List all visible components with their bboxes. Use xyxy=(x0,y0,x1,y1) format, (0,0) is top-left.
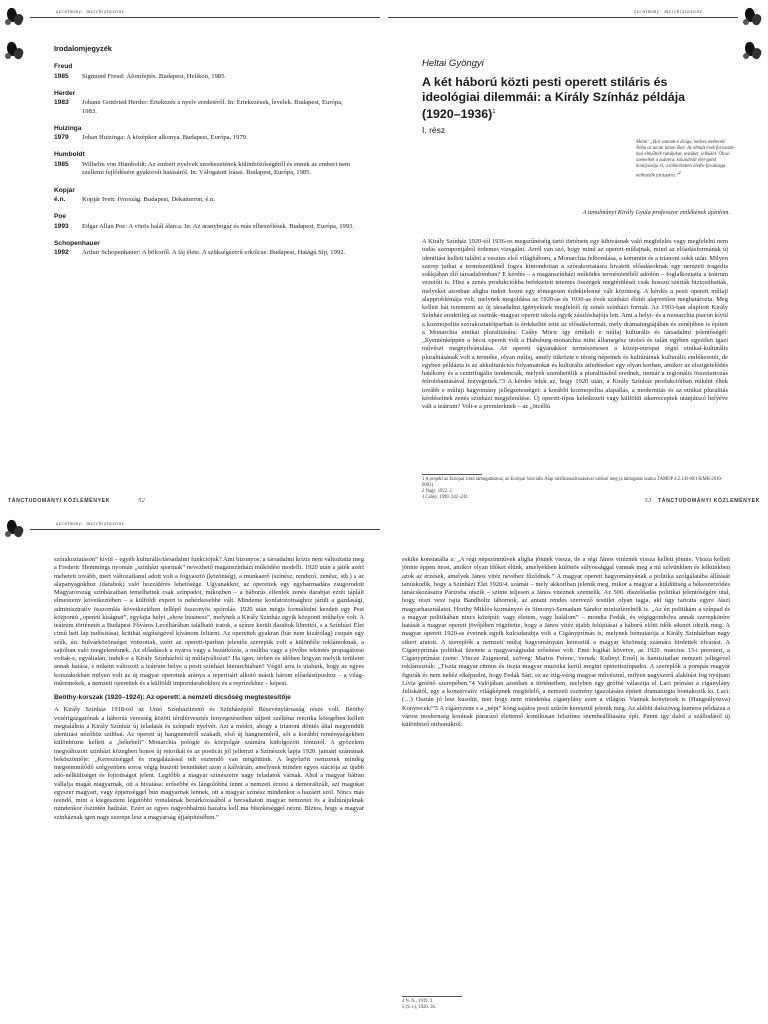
body-paragraph: szórakoztatáson” kívül – egyéb kulturális/társadalmi funkciójuk? Ami bizonyos: a társadalmi krízis nem változtatta meg a Frederic Hemmings nyomán „színházi sparinak” nevezhető magánszínházi működési modellt. 1920 után a játék azért mehetett tovább, mert változatlanul adott volt a fogyasztó (közönség), a munkaerő (színész, rendező, zenész, stb.) s az alapanyagokhoz (darabok) való hozzáférés lehetősége. Ugyanakkor, az operettek egy egyharmadára zsugorodott Magyarország színházaiban temelhettek csak színpadot, mikozben – a háborús elfenlék zenés darabjai ezrét táplált elmeszenv következtében – a külföldi export is nehézkesebbé vált. Mindeme konfatozottsághoz járult a gazdasági, adminisztratív összomlás következtében fellépő összonyös spórolás. 1920 után mégis formálódni kezdett egy Pest központú „operett kiságnat”, egyfajta helyi „show business”, melynek a Király Színház egyik központi műhelye volt. A teátrum történetét a Budapest Főváros Levéltárában található iratok, a színre került darabok librettói, s a Színházi Élet című heti lap tudósításai, kritikái segítségével kívánom feltárni. Az operettek gyakran (bár nem kizárólag) csupán egy szűk, ún. bulvárközönséget vonzottak, ezért az operett-iparban jelentős szerepük volt a különféle reklámoknak, a sajtóban való megjelenésnek. Az előadások a nyárra vagy a bezárkózás, a múltba vagy a jövőbe tekintés propagátorai voltak-e, egyáltalán, indult-e a Király Színházból új műfajváltozat? Ha igen, térben és időben hogyan melyik területet annak hatása, s miként változott a teátrum helye a pesti színházi hierarchiában? Végül arra is utalunk, hogy az egyes korszakokban milyen volt az új magyar operettek aránya a repertoárt alkotó másik három előadástípushoz – a világ- műremekek, a nemzeti operettek és a külföldi importdarabokhoz és a reprízekhez – képest. xyxy=(54,556,364,687)
bib-year: 1983 xyxy=(54,99,69,107)
bib-entry xyxy=(54,213,364,231)
page-54 xyxy=(0,512,384,1024)
journal-logo-icon xyxy=(4,518,26,540)
bib-reference: Arthur Schopenhauer: A bölcsről. A fáj élete. A szükségszerű erkölcse. Budapest, Hatágú Síp, 1992. xyxy=(82,249,346,257)
bib-year: 1985 xyxy=(54,160,69,168)
running-head: szcnlmmy: mzicbiztazonz xyxy=(56,10,125,15)
title-footnote-mark: 1 xyxy=(492,109,496,116)
footnote: 2 Nagy, 1922. 2. xyxy=(422,489,453,494)
article-title: A két háború közti pesti operett stiláris és ideológiai dilemmái: a Király Színház példája (1920–1936)$^1$ xyxy=(422,75,686,122)
bib-entry xyxy=(54,151,364,178)
article-motto: Mottó: „Hol vannak-e drága, kedves emberek! Néha az utcán látom őket. Az élmúlt évek forrasztó-mai elnyűtték ruhájukat, testüket, lelküket. Olcsó szemeiket a zsánera, kalandvált élet-gond homlyosítja el, a tönkrétetten életbe faradásga nehezedik járásukra.”$^2$ xyxy=(636,140,735,180)
bib-author: Schopenhauer xyxy=(54,239,100,247)
bib-author: Humboldt xyxy=(54,151,85,159)
bib-author: Kopjár xyxy=(54,186,75,194)
motto-footnote-mark: 2 xyxy=(678,170,681,176)
page-number: 53 xyxy=(644,498,652,504)
bib-year: 1993 xyxy=(54,222,69,230)
footnote-rule xyxy=(402,996,462,997)
article-author: Heltai Gyöngyi xyxy=(422,58,484,69)
running-head: szcnlmmy: mzicbiztazonz xyxy=(634,10,703,15)
journal-name: TÁNCTUDOMÁNYI KÖZLEMÉNYEK xyxy=(657,498,760,504)
footnote-rule xyxy=(422,474,482,475)
page-header xyxy=(0,518,384,540)
article-body xyxy=(402,556,730,960)
page-footer xyxy=(8,498,145,504)
bib-author: Poe xyxy=(54,213,67,221)
bib-reference: Johann Gottfried Herder: Értekezés a nyelv eredetéről. In: Értekezések, levelek. Budapest, Európa, 1983. xyxy=(82,99,343,115)
bibliography-title: Irodalomjegyzék xyxy=(54,44,112,53)
bibliography xyxy=(54,44,364,266)
side-ornament-icon xyxy=(742,40,764,62)
bib-reference: Wilhelm von Humboldt: Az emberi nyelvek szerkezetének különbözőségéről és ennek az emberi nem szellemi fejlődésére gyakorolt hatásáról. In: Válogatott írásai. Budapest, Európa, 1985. xyxy=(82,160,351,177)
bib-reference: Sigmund Freud: Álomfejtés. Budapest, Helikon, 1985. xyxy=(82,72,227,80)
bib-entry xyxy=(54,90,364,117)
footnotes xyxy=(402,999,722,1011)
bib-year: é.n. xyxy=(54,196,66,204)
footnote: 5 (S. r.), 1920. 36. xyxy=(402,1005,436,1010)
side-ornament-icon xyxy=(4,40,26,62)
bib-year: 1992 xyxy=(54,249,69,257)
body-paragraph: eskike konstatálta a: „A régi népszínművek aligha jönnek vissza, de a régi János vitéznek vissza kellett jönnie. Vissza kellett jönnie éppen most, amikor olyan időket élünk, amelyekben különös súlyossággal vannak meg a mi szívünkben és lelkünkben azok az érzések, amelyek János vitéz nevéhez fűződnek.” A magyar operett hagyományának a politika szolgálatába állítását tanúskodik, hogy a Színházi Élet 1920/4. számát – mely akkoriban jelenik meg, mikor a magyar a küldöttség a békeszerződés tanácskozásaira Párizsba utazik – szinte teljesen a János vitéznek szentelik. Az 500. díszelőadás politikai jelentőségére utal, hogy részt vesz rajta Bandholtz tábornok, az antant rendes szervező testület olyan tagja, aki úgy tartotta egyre Jászi magyarhasználatot, Horthy Miklós kormányzó és Simonyi-Semadam Sándor miniszterelnök is. „Az én politikám a színpad és a magyar politikában nincs középút: vagy életem, vagy halálom” – mondta Fedák, és végiggondolva annak szerepkörére hatását a magyar operett jövőjében rögzítette, hogy a János vitéz újabb felújításai a háború előtti idők sikerét idézik meg. A magyar operett 1920-as éveinek egyik kulcsdarabja volt a Cigányprímás is, melynek bemutatója a Király Színházban nagy sikert aratott. A szereplők a nemzeti műfaj hagyományain keresztül a magyar közönség számára hirdettek elvárást. A Cigányprímás politikai üzenete a magyarságtudat erősítése volt. Eme logikát követve, az 1920. március 13-i premiert, a Cigányprímást (zene: Vincze Zsigmond, szöveg: Martos Ferenc, versek: Kulinyi Ernő) is hamisítatlan nemzeti jellegével reklámozták: „Tiszta magyar ritmus és tiszta magyar muzsika kerül megint operettszínpadra. A szereplők a pompás magyar figurák és nem nehéz elképzelni, hogy Fedák Sári, ez az ízig-vérig magyar művésznő, milyen nagyszerű alakítást fog nyújtani Lívia grófnő szerepében.”4 Valójában azonban a történetben, melyben egy grófné választja el Laci prímást a cigánylány Juliskától, egy a konzervatív világképnek megfelelő, a nemzeti eszmény igazolására épített dramaturgia bontakozik ki. Laci: (…) Osztán jó lesz kusolni, mer hogy nem mindenka cigánylány ezen a világon. Vannak konytecek is (Hangsúlyozva) Konytecek!”5 A cigányzene s a „népi” kóng sajátos pesti szűrőn keresztül jelenik meg. Az alábbi dalszöveg humora példázza a városi modernség korának párarázó élettemő komikusan felszínes szembeállítására épít. Panni így dalol a szállodától új különböző otthonukról: xyxy=(402,556,730,728)
bib-author: Herder xyxy=(54,89,76,97)
bib-year: 1979 xyxy=(54,134,69,142)
bib-entry xyxy=(54,240,364,258)
footnote: 4 N. N., 1919. 3. xyxy=(402,999,434,1004)
journal-name: TÁNCTUDOMÁNYI KÖZLEMÉNYEK xyxy=(8,498,111,504)
bib-entry xyxy=(54,125,364,143)
page-55 xyxy=(384,512,768,1024)
article-subtitle: I. rész xyxy=(422,125,446,135)
footnote: 3 Csáky, 1999. 242–243. xyxy=(422,495,469,500)
page-52 xyxy=(0,0,384,512)
bib-entry xyxy=(54,63,364,81)
body-paragraph: A Király Színház 1918-tól az Unió Színháziizemi és Színházépítő Részvénytársaság része volt. Beöthy vezérigazgatónak a háborús veresség között térülérvesztés fenyegetéseiben sújtott szélténa retorika kötegében kellett megtalálnia a Király Színház új feladatát és színpadi nyelvét. Azt a módot, ahogy a trianoni döntés által megrendült identitást nézőhöz sziltbat. Az operett új hangneméről szakadt, első új hangneméről, sőt a korábbi reménységekben különbözne kellett a „békebeli” Monarchia pológie és közpolgár számára kidolgozott tónustól. A győzelem megváltozott színházi közegben honos új retorikát és az poeticát jól jellemzi a Színészek lapja 1920. januári számának beköszöntője: „Keresztséggel és megalázással telt esztendő van mögöttünk. A legyőzött nemzetek mindég megsemmítődő szégyenben soroa végig huszott bennünket azon a kálvárián, amelynek minden egyes stációja az újabb adó-nélküliséget és fojtottságot jelent. Legfőbb a magyar színészetre nagy feladatok várnak. Ahol a magyar bátran vállalja magát magyarnak, ott a hivatása: erősebbé és lángolóbbá tenni a nemzeti érzést a demoralizált, azt magukat egyszer magyart, vagy éppenséggel bún magyarnak lennek, ott a magyar színész mindenkor a hazáért szól. Nincs más teendő, mint a kiegészteni legutóbbi vonalainak bezárkózásából a becsaltatott magyar nemzetet és a kultúrájuknak mindenkor őszintén hadzást. Ezért az egyes nagyobbalmú hazaira kell ma büszkeséggel nézni. Biztos, hogy a magyar színháznak igen nagy szerepe lesz a magyarság újjáépítésében.” xyxy=(54,706,364,821)
footnote: 1 A projekt az Európai Unió támogatásával, az Európai Szociális Alap társfinanszírozásával valósul meg (a támogatás száma TÁMOP 4.2.1/B-09/1/KMR-2010-0003). xyxy=(422,477,723,488)
page-header xyxy=(0,6,384,28)
bib-author: Huizinga xyxy=(54,124,82,132)
article-body xyxy=(422,238,728,466)
article-body xyxy=(54,556,364,1014)
journal-logo-icon xyxy=(742,6,764,28)
journal-logo-icon xyxy=(4,6,26,28)
page-53 xyxy=(384,0,768,512)
bib-reference: Johan Huizinga: A középkor alkonya. Budapest, Európa, 1979. xyxy=(82,134,248,142)
bib-author: Freud xyxy=(54,63,73,70)
section-heading: Beöthy-korszak (1920–1924): Az operett: a nemzeti dicsőség megtestesítője xyxy=(54,694,291,701)
page-footer xyxy=(645,498,760,504)
dedication: A tanulmányt Király Gyula professzor emlékének ajánlom. xyxy=(582,209,730,216)
running-head: szcnlmmy: mzicbiztazonz xyxy=(56,522,125,527)
page-number: 52 xyxy=(138,498,146,504)
page-header xyxy=(384,6,768,28)
body-paragraph: A Király Színház 1920-tól 1936-os megszűnéséig tartó története egy kihívásnak való megfelelés vagy megfelelni nem tudás szempontjából érdemes vizsgálni. Arról van szó, hogy mind az operett-műfajnak, mind az előadásformának új identitást kellett találni a vesztes első világháború, a Monarchia felbomlása, a kommün és a trianoni sokk után. Milyen szerep juthat a természetüknél fogva kimondottan a szórakoztatásra hivatott előadásoknak egy nemzeti tragédia sokkjában élő társadalomban? E kérdés – a magánszínházi működés természetéből adódón – foglalkoztatta a teátrum vezetőit is. Hisz a zenés produkciókba befektetett tetemes összegek megtérülését csak hosszú szériák biztosíthatták, melyeket azonban aligha tudott hozni egy tömegesen érdektelenné vált közönség. A kérdés a pesti operett műfaji alapproblémája volt, melynek megoldása az 1920-as és 1930-as évek színházi életét alapvetően meghatározta. Meg kellett hát teremteni az új társadalmi igényeknek megfelelő új zenés színházi formát. Az 1903-ban alapított Király Színház eredetileg az osztrák–magyar operett iskola egyik zászlóshajója lett. Ami a helyi- és a monarchia piacon kívül a kozmopolita szórakoztatóiparban is érdekeltté tette az előadásformát, mely dramaturgiájában és zenéjében is épített a Monarchia etnikai pluralitására. Csáky Móric így értékeli e műfaj kulturális és társadalmi jelentőségét: „Ilyenténképpen a bécsi operett volt a Habsburg-monarchia mint államegész utolsó és talán egyben egyetlen igazi művészi megnyilvánulása. Az operett ugyanakkor természetesen a közép-európai régió etnikai-kulturális pluralitásának volt a terméke, olyan műfaj, amely tükrözte e térség népeinek és kultúráinak kulturális emlékezetét, de egyben példázta is az akkulturációs folyamatokat és kulturális átfedéseket egy olyan korban, amikor az elszigetelődés hatékony és a centrifugális tendenciák, melyek szembeötlik a pluralitásból erednek, immár a regionális összetartozás felrobbantásával fenyegettek.”3 A kérdés tehát az, hogy 1920 után, a Király Színház produkcióiban miként éltek tovább e műfaji hagyomány jellegzetességei: a korábbi kozmopolita alapállás, a modernitás és az etnikai pluralitás kérdéseinek zenés színházi megjelenítése. Új operett-típus keletkezett vagy külföldi sikerreceptek utánjátszó helyéve vált a teátrum? Volt-e a premierknek – az „ötcéllú xyxy=(422,238,728,410)
bib-year: 1985 xyxy=(54,72,69,80)
bib-reference: Edgar Allan Poe: A vörös halál álarca. In: Az aranybogár és más elbeszélések. Budapest, Európa, 1993. xyxy=(82,222,355,230)
bib-entry xyxy=(54,187,364,205)
bib-reference: Kopjár Ivett: Ivország. Budapest, Dekameron, é.n. xyxy=(82,196,215,204)
